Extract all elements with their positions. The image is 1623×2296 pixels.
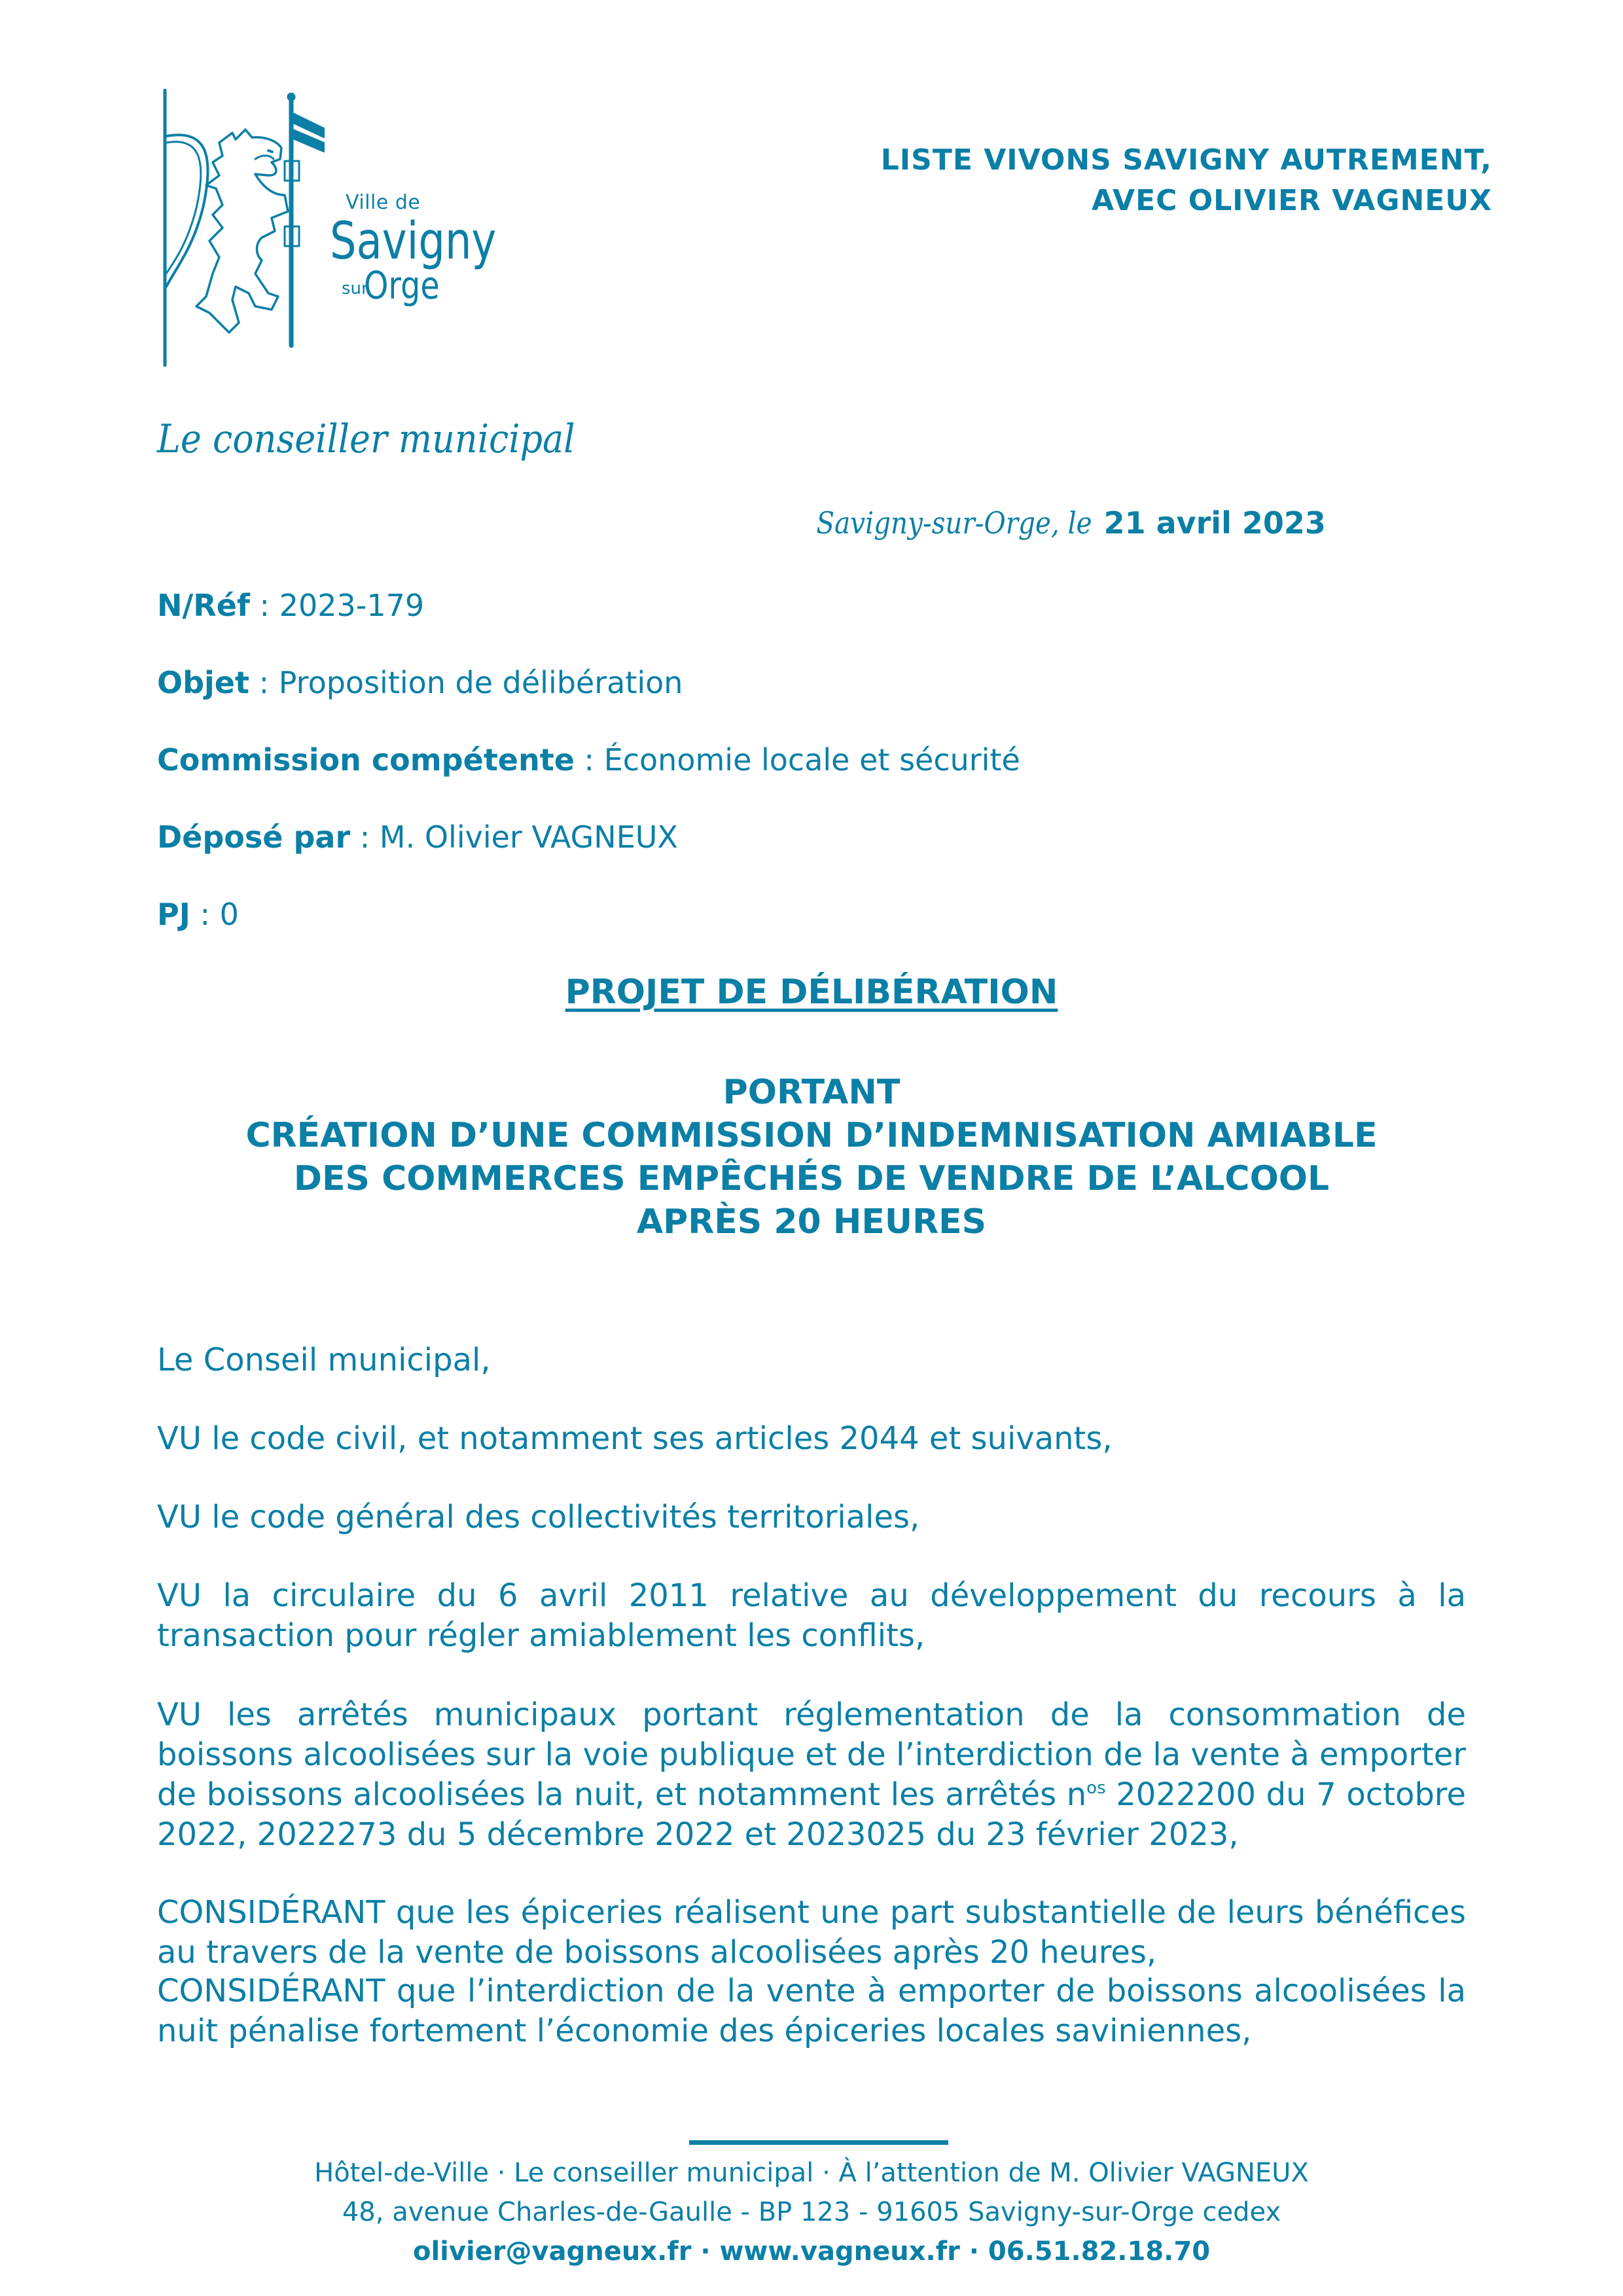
paragraph-conseil: Le Conseil municipal, [157, 1342, 491, 1378]
footer [0, 2153, 1623, 2271]
dateline [779, 505, 1326, 541]
list-header-line-2: AVEC OLIVIER VAGNEUX [1091, 184, 1492, 217]
footer-website-link[interactable]: www.vagneux.fr [719, 2236, 960, 2267]
project-title-text: PROJET DE DÉLIBÉRATION [565, 973, 1058, 1012]
meta-separator: : [574, 742, 604, 778]
footer-email-link[interactable]: olivier@vagneux.fr [412, 2236, 692, 2267]
meta-submitted-by-label: Déposé par [157, 819, 351, 855]
logo-ville-de: Ville de [346, 191, 421, 214]
footer-dot: · [691, 2236, 720, 2267]
meta-attachments [157, 897, 239, 932]
paragraph-vu-cgct: VU le code général des collectivités territoriales, [157, 1499, 920, 1535]
meta-commission-value: Économie locale et sécurité [603, 742, 1020, 778]
dateline-date: 21 avril 2023 [1103, 505, 1326, 541]
dateline-place: Savigny-sur-Orge, le [816, 505, 1092, 541]
footer-dot: · [959, 2236, 988, 2267]
meta-subject-value: Proposition de délibération [278, 665, 683, 700]
meta-subject [157, 665, 683, 700]
paragraph-vu-arretes [157, 1695, 1466, 1855]
paragraph-vu-circulaire: VU la circulaire du 6 avril 2011 relative au développement du recours à la transaction pour régler amiablement les conflits, [157, 1577, 1466, 1654]
paragraph-vu-code-civil: VU le code civil, et notamment ses articles 2044 et suivants, [157, 1420, 1113, 1457]
title-line-2: DES COMMERCES EMPÊCHÉS DE VENDRE DE L’ALCOOL [293, 1159, 1330, 1198]
list-header-line-1: LISTE VIVONS SAVIGNY AUTREMENT, [880, 143, 1492, 177]
numero-plural-superscript: os [1086, 1778, 1106, 1798]
meta-subject-label: Objet [157, 665, 249, 700]
meta-submitted-by-value: M. Olivier VAGNEUX [379, 819, 678, 855]
meta-separator: : [249, 588, 279, 623]
footer-address-line-1: Hôtel-de-Ville · Le conseiller municipal · À l’attention de M. Olivier VAGNEUX [314, 2158, 1309, 2188]
paragraph-vu-arretes-part-1: VU les arrêtés municipaux portant réglementation de la consommation de boissons alcoolisées sur la voie publique et de l’interdiction de la vente à emporter de boissons alcoolisées la nuit, et notamment les arrêtés n [157, 1696, 1466, 1813]
meta-reference-value: 2023-179 [279, 588, 425, 623]
meta-reference-label: N/Réf [157, 588, 250, 623]
meta-commission [157, 742, 1020, 778]
footer-divider [689, 2140, 948, 2145]
city-logo [157, 77, 497, 372]
footer-address-line-2: 48, avenue Charles-de-Gaulle - BP 123 - 91605 Savigny-sur-Orge cedex [342, 2197, 1281, 2227]
meta-attachments-value: 0 [219, 897, 239, 932]
logo-savigny: Savigny [330, 212, 497, 271]
deliberation-title [0, 1071, 1623, 1244]
paragraph-considerant-benefices: CONSIDÉRANT que les épiceries réalisent une part substantielle de leurs bénéfices au travers de la vente de boissons alcoolisées après 20 heures, [157, 1894, 1466, 1971]
meta-submitted-by [157, 819, 678, 855]
logo-sur: sur [342, 279, 368, 298]
paragraph-vu-arretes-part-2: 2022200 du 7 octobre 2022, 2022273 du 5 décembre 2022 et 2023025 du 23 février 2023, [157, 1776, 1466, 1853]
meta-reference [157, 588, 424, 623]
footer-contact [0, 2232, 1623, 2271]
meta-separator: : [190, 897, 220, 932]
paragraph-considerant-interdiction: CONSIDÉRANT que l’interdiction de la vente à emporter de boissons alcoolisées la nuit pénalise fortement l’économie des épiceries locales saviniennes, [157, 1973, 1466, 2049]
project-title [0, 973, 1623, 1012]
meta-separator: : [350, 819, 380, 855]
meta-attachments-label: PJ [157, 897, 190, 932]
logo-orge: Orge [364, 263, 440, 308]
title-portant: PORTANT [722, 1073, 901, 1112]
title-line-3: APRÈS 20 HEURES [636, 1202, 987, 1242]
meta-separator: : [249, 665, 279, 700]
list-header [881, 140, 1492, 221]
title-line-1: CRÉATION D’UNE COMMISSION D’INDEMNISATION AMIABLE [245, 1116, 1378, 1155]
sender-role: Le conseiller municipal [157, 416, 575, 462]
meta-commission-label: Commission compétente [157, 742, 575, 778]
footer-phone: 06.51.82.18.70 [988, 2236, 1211, 2267]
